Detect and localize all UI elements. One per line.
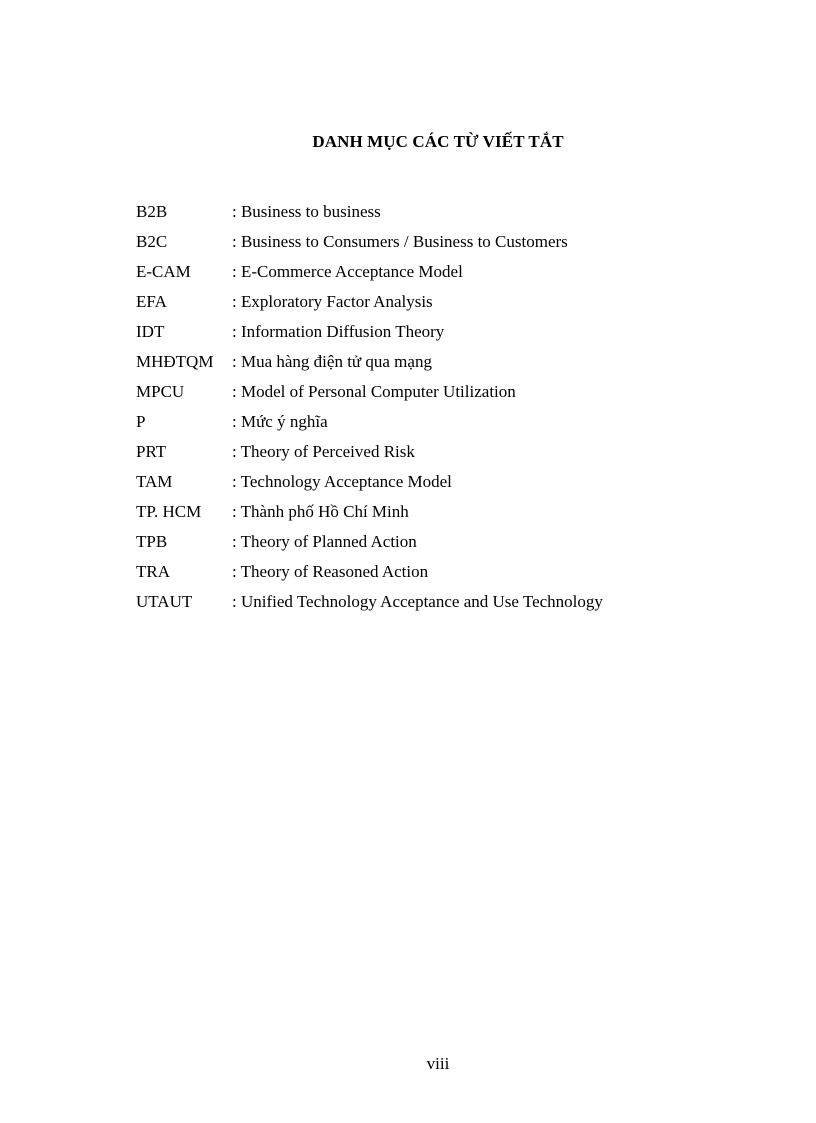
- abbreviation-term: TRA: [136, 562, 170, 581]
- abbreviation-term: E-CAM: [136, 262, 191, 281]
- abbreviation-row: [136, 201, 756, 231]
- abbreviation-row: [136, 291, 756, 321]
- abbreviation-definition: : Technology Acceptance Model: [232, 472, 452, 491]
- abbreviation-row: [136, 381, 756, 411]
- abbreviation-row: [136, 501, 756, 531]
- abbreviation-term: UTAUT: [136, 592, 193, 611]
- abbreviation-definition: : Exploratory Factor Analysis: [232, 292, 433, 311]
- abbreviation-definition: : Business to business: [232, 202, 381, 221]
- abbreviation-term: TPB: [136, 532, 168, 551]
- abbreviation-definition: : Mua hàng điện tử qua mạng: [232, 352, 432, 371]
- abbreviation-row: [136, 411, 756, 441]
- abbreviation-row: [136, 441, 756, 471]
- abbreviation-definition: : Unified Technology Acceptance and Use Technology: [232, 592, 603, 611]
- abbreviation-definition: : Theory of Perceived Risk: [232, 442, 415, 461]
- abbreviation-definition: : Mức ý nghĩa: [232, 412, 328, 431]
- abbreviation-definition: : E-Commerce Acceptance Model: [232, 262, 463, 281]
- abbreviation-term: MHĐTQM: [136, 352, 214, 371]
- abbreviation-row: [136, 261, 756, 291]
- abbreviation-term: PRT: [136, 442, 167, 461]
- abbreviation-row: [136, 231, 756, 261]
- abbreviation-term: EFA: [136, 292, 167, 311]
- abbreviation-row: [136, 351, 756, 381]
- abbreviation-row: [136, 471, 756, 501]
- abbreviation-definition: : Thành phố Hồ Chí Minh: [232, 502, 409, 521]
- page-title: DANH MỤC CÁC TỪ VIẾT TẮT: [312, 132, 564, 151]
- abbreviation-definition: : Theory of Planned Action: [232, 532, 417, 551]
- abbreviation-definition: : Business to Consumers / Business to Customers: [232, 232, 568, 251]
- abbreviation-row: [136, 591, 756, 621]
- abbreviation-definition: : Theory of Reasoned Action: [232, 562, 429, 581]
- abbreviation-list: [136, 201, 756, 621]
- abbreviation-row: [136, 321, 756, 351]
- page-number: viii: [426, 1054, 450, 1073]
- abbreviation-row: [136, 561, 756, 591]
- abbreviation-term: TAM: [136, 472, 173, 491]
- abbreviation-definition: : Model of Personal Computer Utilization: [232, 382, 516, 401]
- abbreviation-row: [136, 531, 756, 561]
- abbreviation-definition: : Information Diffusion Theory: [232, 322, 445, 341]
- abbreviation-term: IDT: [136, 322, 165, 341]
- abbreviation-term: MPCU: [136, 382, 185, 401]
- abbreviation-term: B2B: [136, 202, 168, 221]
- abbreviation-term: B2C: [136, 232, 168, 251]
- abbreviation-term: P: [136, 412, 146, 431]
- abbreviation-term: TP. HCM: [136, 502, 202, 521]
